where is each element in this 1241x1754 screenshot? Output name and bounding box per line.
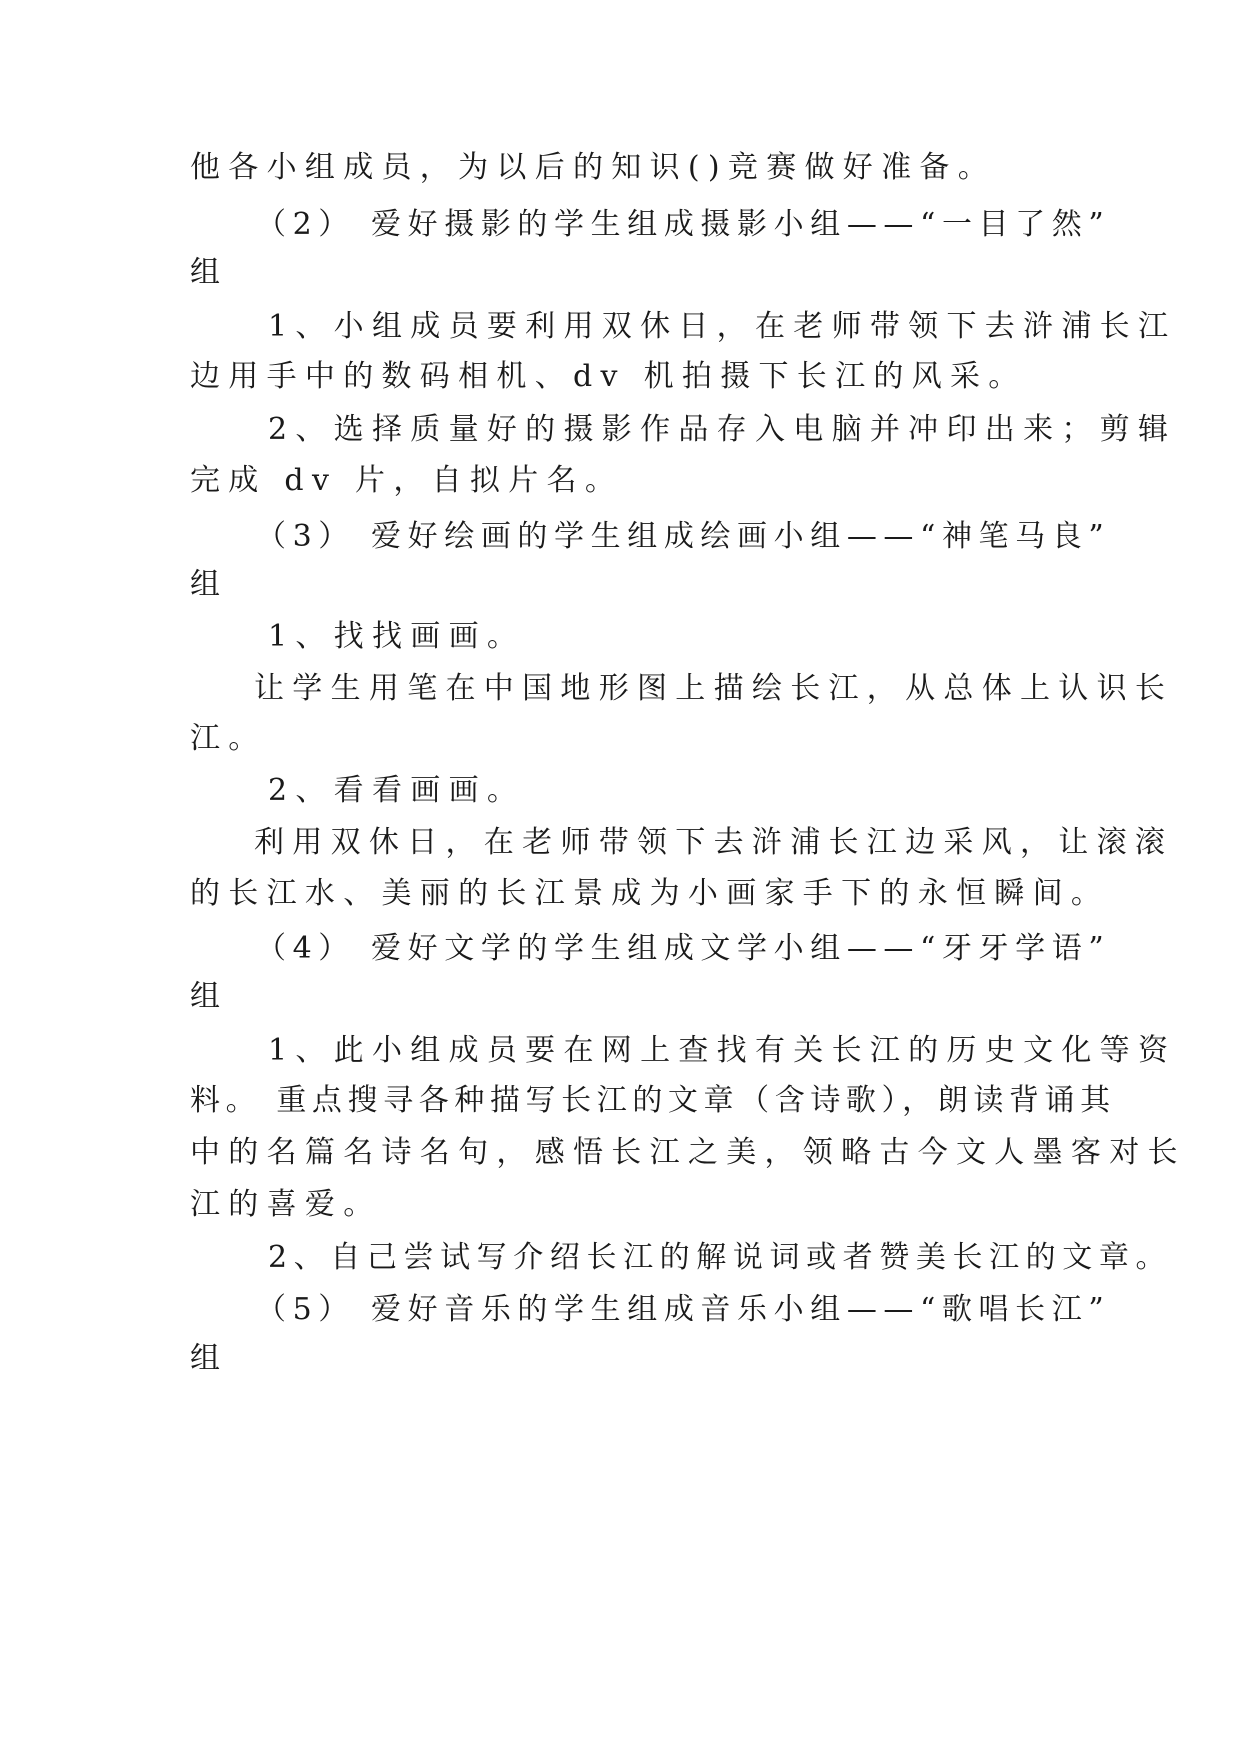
- text-line: 他各小组成员，为以后的知识()竞赛做好准备。: [190, 150, 997, 185]
- list-item: 2、看看画画。: [268, 773, 526, 808]
- section-heading: （3） 爱好绘画的学生组成绘画小组——“神笔马良”: [256, 519, 1111, 554]
- text-line: 组: [190, 567, 229, 602]
- section-heading: （4） 爱好文学的学生组成文学小组——“牙牙学语”: [256, 931, 1111, 966]
- list-item: 1、找找画画。: [268, 619, 526, 654]
- text-line: 料。 重点搜寻各种描写长江的文章（含诗歌），朗读背诵其: [190, 1083, 1116, 1118]
- list-item: 2、选择质量好的摄影作品存入电脑并冲印出来；剪辑: [268, 412, 1177, 447]
- text-line: 组: [190, 1341, 229, 1376]
- text-line: 利用双休日，在老师带领下去浒浦长江边采风，让滚滚: [254, 825, 1174, 860]
- text-line: 边用手中的数码相机、dv 机拍摄下长江的风采。: [190, 359, 1027, 394]
- text-line: 江。: [190, 721, 267, 756]
- section-heading: （2） 爱好摄影的学生组成摄影小组——“一目了然”: [256, 207, 1111, 242]
- text-line: 让学生用笔在中国地形图上描绘长江，从总体上认识长: [254, 671, 1174, 706]
- list-item: 1、小组成员要利用双休日，在老师带领下去浒浦长江: [268, 309, 1177, 344]
- text-line: 江的喜爱。: [190, 1187, 382, 1222]
- list-item: 1、此小组成员要在网上查找有关长江的历史文化等资: [268, 1033, 1177, 1068]
- text-line: 组: [190, 255, 229, 290]
- section-heading: （5） 爱好音乐的学生组成音乐小组——“歌唱长江”: [256, 1292, 1111, 1327]
- list-item: 2、自己尝试写介绍长江的解说词或者赞美长江的文章。: [268, 1240, 1173, 1275]
- text-line: 中的名篇名诗名句，感悟长江之美，领略古今文人墨客对长: [190, 1135, 1186, 1170]
- text-line: 的长江水、美丽的长江景成为小画家手下的永恒瞬间。: [190, 876, 1110, 911]
- text-line: 组: [190, 979, 229, 1014]
- text-line: 完成 dv 片，自拟片名。: [190, 463, 624, 498]
